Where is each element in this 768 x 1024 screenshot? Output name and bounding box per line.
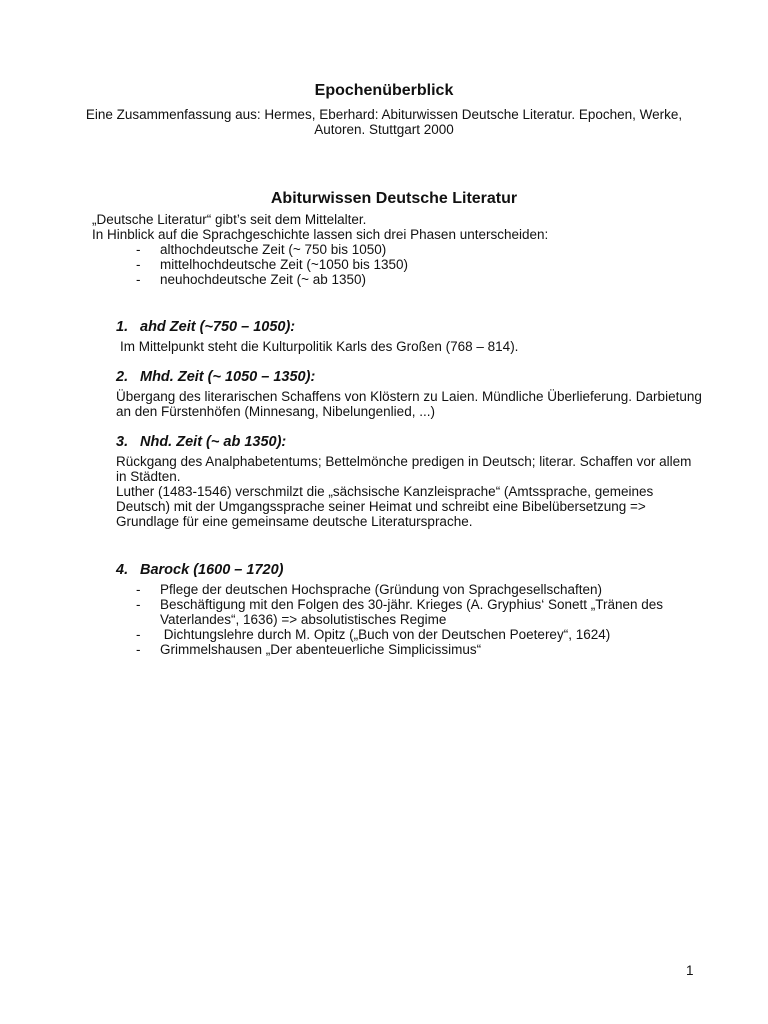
list-item: - Dichtungslehre durch M. Opitz („Buch von der Deutschen Poeterey“, 1624) bbox=[136, 627, 611, 642]
dash-bullet: - bbox=[136, 257, 141, 272]
list-item: - Pflege der deutschen Hochsprache (Gründung von Sprachgesellschaften) bbox=[136, 582, 603, 597]
barock-list bbox=[92, 582, 702, 657]
page-title: Epochenüberblick bbox=[314, 82, 454, 99]
page-number: 1 bbox=[686, 963, 694, 978]
section-3-text-1: Rückgang des Analphabetentums; Bettelmönche predigen in Deutsch; literar. Schaffen vor allem in Städten. bbox=[116, 454, 692, 484]
dash-bullet: - bbox=[136, 242, 141, 257]
dash-bullet: - bbox=[136, 582, 141, 597]
list-item: - Beschäftigung mit den Folgen des 30-jähr. Krieges (A. Gryphius‘ Sonett „Tränen des Vaterlandes“, 1636) => absolutistisches Regime bbox=[136, 597, 664, 627]
section-4-heading: 4. Barock (1600 – 1720) bbox=[116, 562, 284, 578]
source-citation: Eine Zusammenfassung aus: Hermes, Eberhard: Abiturwissen Deutsche Literatur. Epochen, Werke, Autoren. Stuttgart 2000 bbox=[85, 107, 683, 137]
list-item: - neuhochdeutsche Zeit (~ ab 1350) bbox=[136, 272, 367, 287]
dash-bullet: - bbox=[136, 627, 141, 642]
intro-block bbox=[92, 212, 692, 287]
dash-bullet: - bbox=[136, 597, 141, 612]
section-1-heading: 1. ahd Zeit (~750 – 1050): bbox=[116, 319, 296, 335]
dash-bullet: - bbox=[136, 272, 141, 287]
list-item: - althochdeutsche Zeit (~ 750 bis 1050) bbox=[136, 242, 387, 257]
dash-bullet: - bbox=[136, 642, 141, 657]
section-3-text-2: Luther (1483-1546) verschmilzt die „sächsische Kanzleisprache“ (Amtssprache, gemeines Deutsch) mit der Umgangssprache seiner Heimat und schreibt eine Bibelübersetzung => Grundlage für eine gemeinsame deutsche Literatursprache. bbox=[116, 484, 654, 529]
section-nhd bbox=[92, 435, 702, 529]
section-barock bbox=[92, 563, 702, 657]
section-2-heading: 2. Mhd. Zeit (~ 1050 – 1350): bbox=[116, 369, 316, 385]
section-1-text: Im Mittelpunkt steht die Kulturpolitik Karls des Großen (768 – 814). bbox=[120, 339, 519, 354]
list-item: - Grimmelshausen „Der abenteuerliche Simplicissimus“ bbox=[136, 642, 482, 657]
section-ahd bbox=[92, 320, 702, 354]
list-item: - mittelhochdeutsche Zeit (~1050 bis 1350) bbox=[136, 257, 409, 272]
section-mhd bbox=[92, 370, 702, 419]
section-3-heading: 3. Nhd. Zeit (~ ab 1350): bbox=[116, 434, 287, 450]
intro-line-2: In Hinblick auf die Sprachgeschichte lassen sich drei Phasen unterscheiden: bbox=[92, 227, 549, 242]
section-heading: Abiturwissen Deutsche Literatur bbox=[270, 190, 518, 207]
phase-list bbox=[92, 242, 692, 287]
section-2-text: Übergang des literarischen Schaffens von Klöstern zu Laien. Mündliche Überlieferung. Darbietung an den Fürstenhöfen (Minnesang, Nibelungenlied, ...) bbox=[116, 389, 702, 419]
intro-line-1: „Deutsche Literatur“ gibt’s seit dem Mittelalter. bbox=[92, 212, 367, 227]
